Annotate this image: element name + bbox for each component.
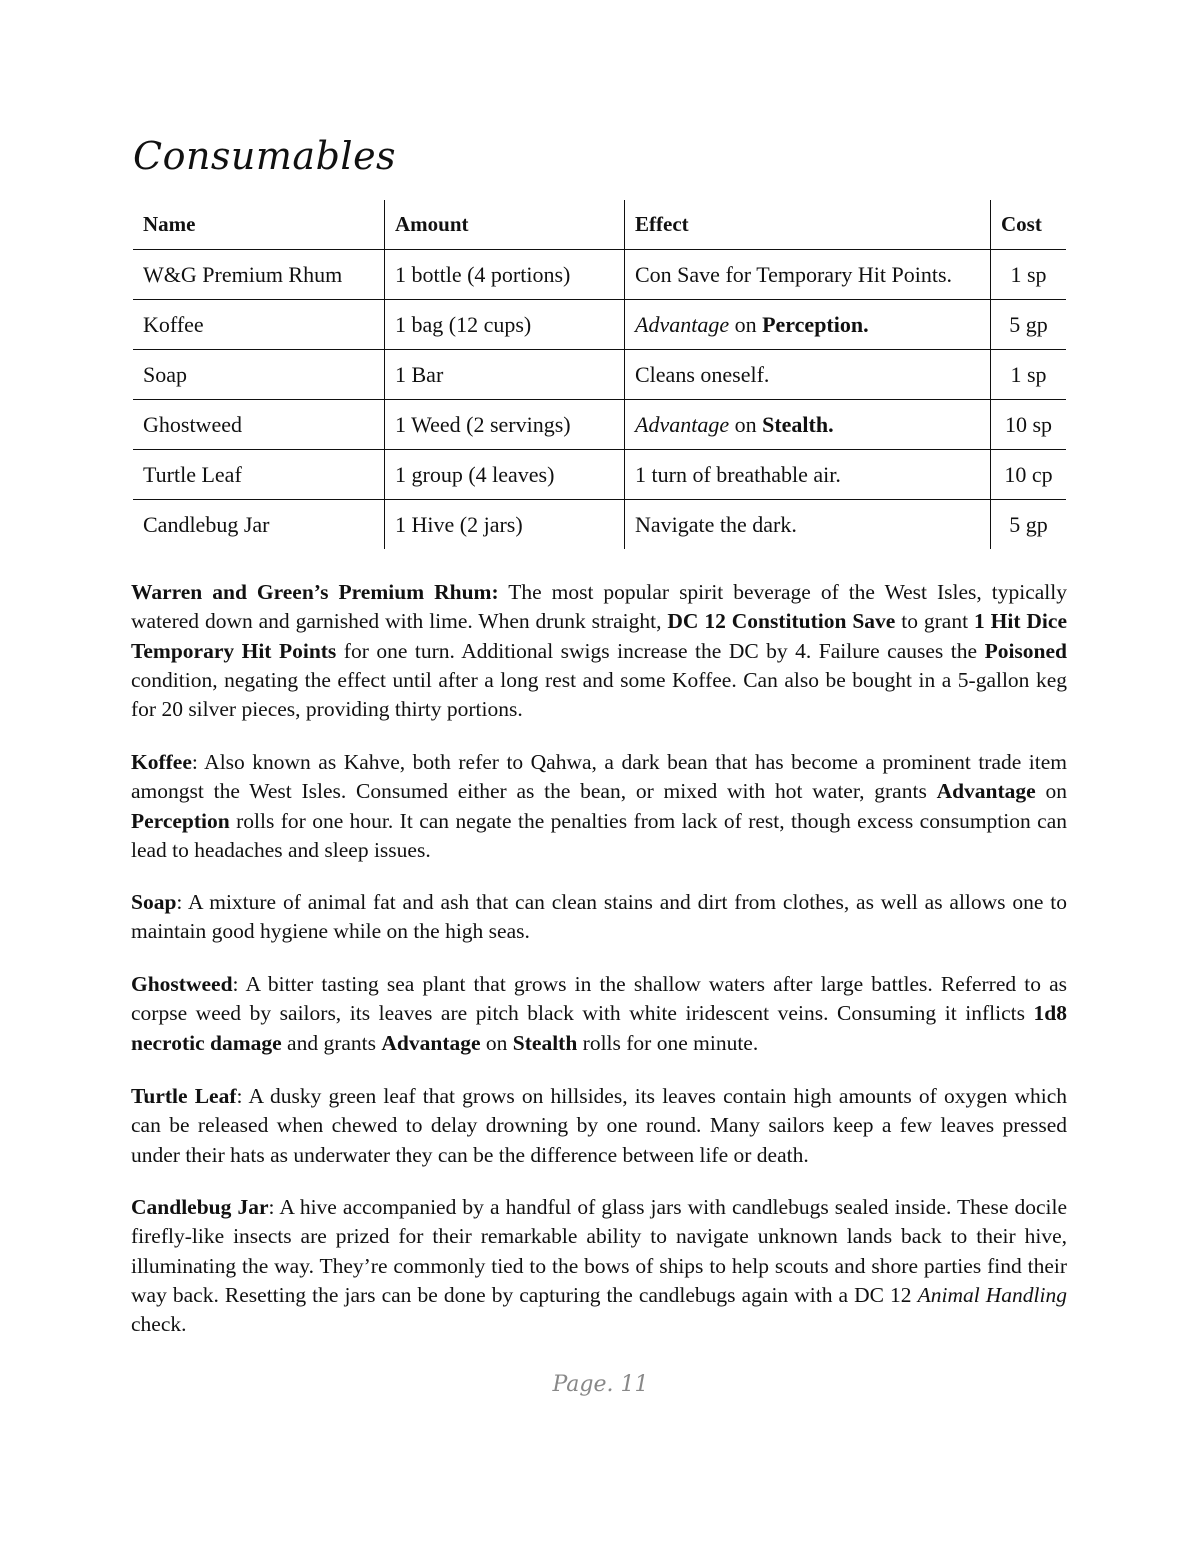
desc-bold: Perception [131,808,230,833]
table-row [133,500,1066,550]
description-soap [131,888,1067,947]
effect-connector: on [729,411,763,437]
table-header-row [133,200,1066,250]
term-turtle-leaf: Turtle Leaf [131,1084,237,1108]
effect-connector: on [729,311,763,337]
cell-effect [625,300,991,350]
effect-italic: Advantage [635,411,730,437]
page-number: Page. 11 [552,1372,649,1397]
desc-text: for one turn. Additional swigs increase the DC by 4. Failure causes the [336,638,985,663]
desc-bold: 1 Hit Dice Temporary Hit Points [131,609,1067,663]
description-turtle-leaf [131,1082,1067,1170]
consumables-table [133,200,1066,549]
cell-amount: 1 Bar [385,350,625,400]
desc-text: : A mixture of animal fat and ash that can clean stains and dirt from clothes, as well as allows one to maintain good hygiene while on the high seas. [131,890,1067,944]
desc-text: The most popular spirit beverage of the West Isles, typically watered down and garnished with lime. When drunk straight, [131,580,1068,634]
cell-amount: 1 Hive (2 jars) [385,500,625,550]
cell-name: Ghostweed [133,400,385,450]
term-koffee: Koffee [131,750,192,774]
cell-cost: 5 gp [991,300,1067,350]
term-rhum: Warren and Green’s Premium Rhum: [131,580,499,604]
cell-cost: 5 gp [991,500,1067,550]
desc-bold: 1d8 necrotic damage [131,1001,1067,1055]
effect-bold: Perception. [762,311,869,337]
desc-bold: Stealth [512,1030,578,1055]
desc-text: condition, negating the effect until after a long rest and some Koffee. Can also be bought in a 5-gallon keg for 20 silver pieces, providing thirty portions. [131,667,1067,722]
header-cost: Cost [991,200,1067,250]
effect-italic: Advantage [635,311,730,337]
desc-text: : A hive accompanied by a handful of glass jars with candlebugs sealed inside. These docile firefly-like insects are prized for their remarkable ability to navigate unknown lands back to their hive, illuminating the way. They’re commonly tied to the bows of ships to help scouts and shore parties find their way back. Resetting the jars can be done by capturing the candlebugs again with a DC 12 [131,1195,1067,1307]
term-candlebug: Candlebug Jar [131,1195,269,1219]
desc-bold: Advantage [936,779,1036,804]
cell-amount: 1 bag (12 cups) [385,300,625,350]
effect-bold: Stealth. [762,411,834,437]
cell-cost: 10 cp [991,450,1067,500]
cell-cost: 1 sp [991,350,1067,400]
desc-text: check. [131,1312,187,1337]
description-koffee [131,748,1067,865]
term-soap: Soap [131,890,177,914]
desc-text: rolls for one minute. [577,1030,759,1055]
table-row [133,400,1066,450]
desc-text: and grants [281,1030,382,1055]
term-ghostweed: Ghostweed [131,972,233,996]
description-ghostweed [131,970,1067,1058]
desc-bold: Advantage [381,1030,481,1055]
cell-name: Koffee [133,300,385,350]
cell-name: Candlebug Jar [143,511,270,537]
desc-bold: DC 12 Constitution Save [667,609,896,634]
desc-italic: Animal Handling [917,1282,1067,1307]
desc-text: rolls for one hour. It can negate the penalties from lack of rest, though excess consumption can lead to headaches and sleep issues. [131,808,1067,862]
cell-effect: Cleans oneself. [625,350,991,400]
cell-cost: 10 sp [991,400,1067,450]
cell-amount: 1 Weed (2 servings) [385,400,625,450]
table-row [133,250,1066,300]
cell-name: Soap [133,350,385,400]
cell-amount: 1 bottle (4 portions) [385,250,625,300]
desc-text: : A bitter tasting sea plant that grows in the shallow waters after large battles. Referred to as corpse weed by sailors, its leaves are pitch black with white iridescent veins. Consuming it inflicts [131,972,1067,1026]
table-row [133,350,1066,400]
cell-amount: 1 group (4 leaves) [385,450,625,500]
cell-cost: 1 sp [991,250,1067,300]
cell-effect: Con Save for Temporary Hit Points. [625,250,991,300]
cell-effect [625,400,991,450]
cell-effect: Navigate the dark. [625,500,991,550]
header-amount: Amount [385,200,625,250]
table-row [133,300,1066,350]
cell-effect: 1 turn of breathable air. [625,450,991,500]
table-row [133,450,1066,500]
description-rhum [131,578,1067,724]
header-effect: Effect [625,200,991,250]
desc-text: on [1035,779,1067,804]
cell-name: W&G Premium Rhum [133,250,385,300]
cell-name: Turtle Leaf [133,450,385,500]
description-candlebug [131,1193,1067,1339]
header-name: Name [133,200,385,250]
desc-bold: Poisoned [984,638,1067,663]
page-title: Consumables [133,134,397,178]
desc-text: : Also known as Kahve, both refer to Qahwa, a dark bean that has become a prominent trade item amongst the West Isles. Consumed either as the bean, or mixed with hot water, grants [131,750,1067,804]
desc-text: to grant [895,609,974,634]
desc-text: on [480,1030,513,1055]
desc-text: : A dusky green leaf that grows on hillsides, its leaves contain high amounts of oxygen which can be released when chewed to delay drowning by one round. Many sailors keep a few leaves pressed under their hats as underwater they can be the difference between life or death. [131,1084,1067,1167]
